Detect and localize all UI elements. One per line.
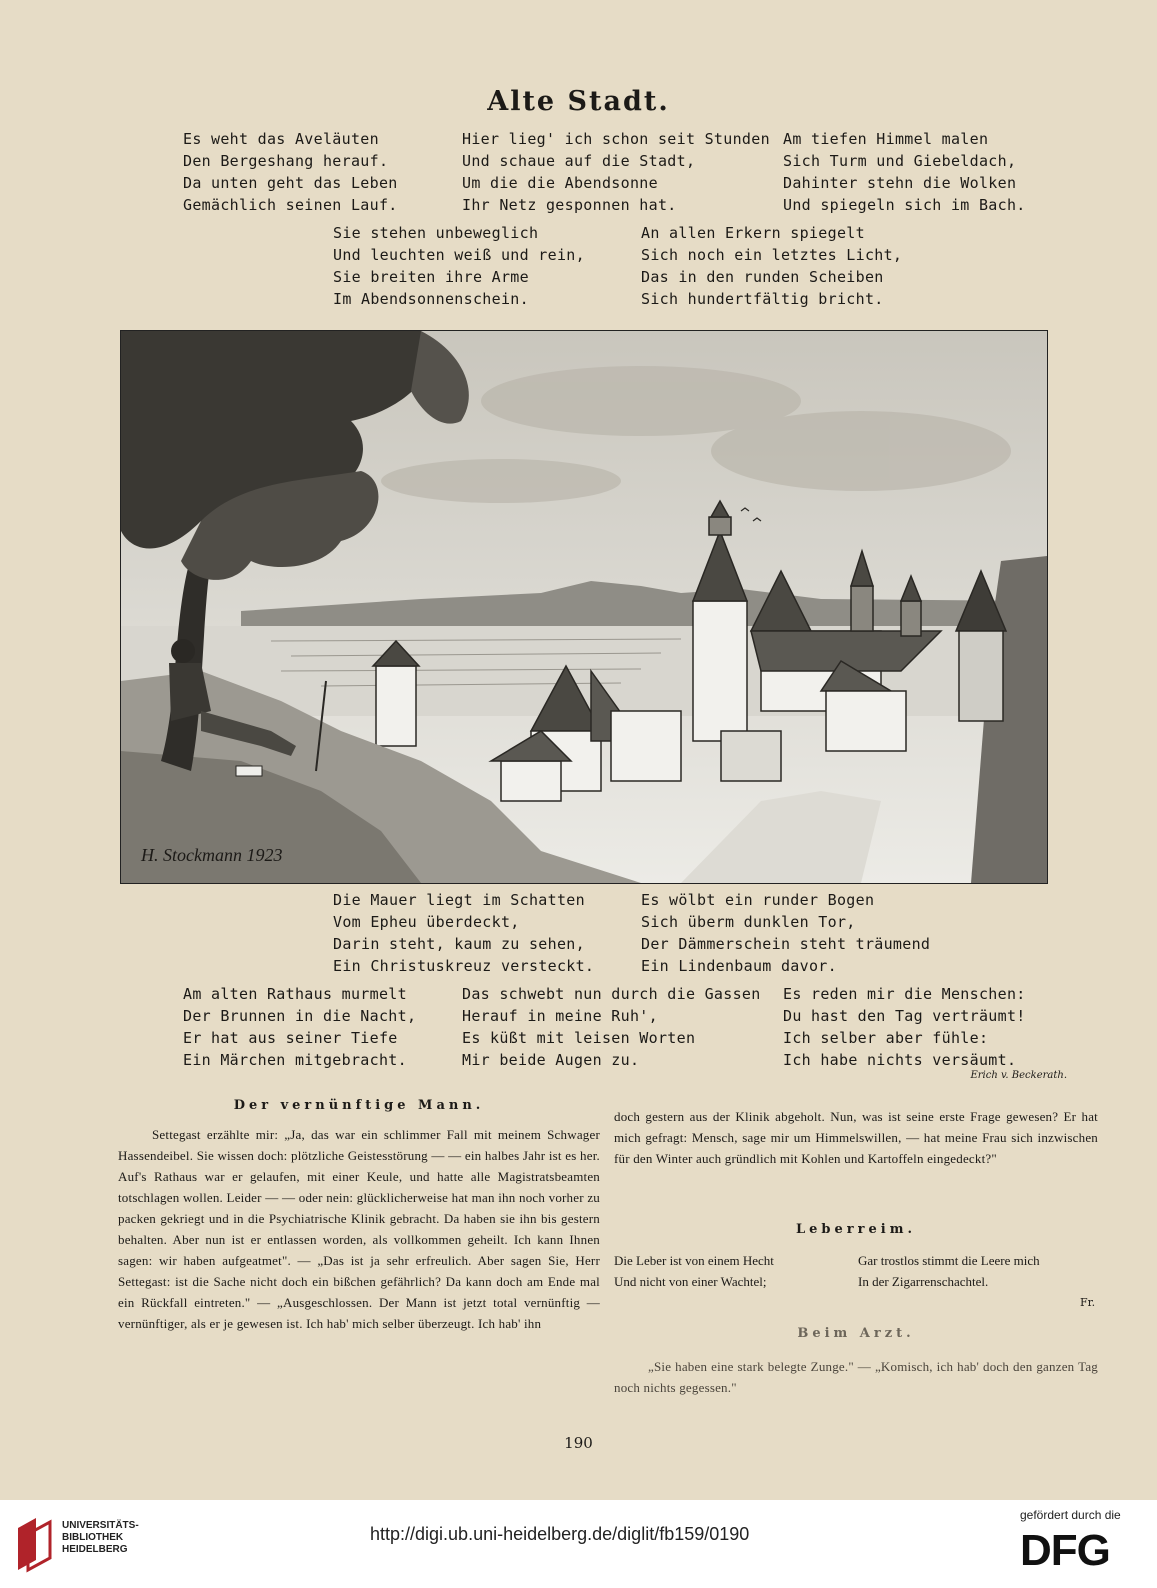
verse-line: Vom Epheu überdeckt, (333, 913, 520, 931)
permalink-url[interactable]: http://digi.ub.uni-heidelberg.de/diglit/fb159/0190 (370, 1524, 750, 1544)
verse-line: Hier lieg' ich schon seit Stunden (462, 130, 770, 148)
verse-line: Ich habe nichts versäumt. (783, 1051, 1017, 1069)
verse-line: Am tiefen Himmel malen (783, 130, 989, 148)
story-left-column (118, 1124, 600, 1334)
verse-line: Es küßt mit leisen Worten (462, 1029, 696, 1047)
library-name (62, 1520, 139, 1556)
page-number: 190 (564, 1434, 593, 1452)
artist-signature: H. Stockmann 1923 (141, 845, 283, 865)
verse-line: Sich Turm und Giebeldach, (783, 152, 1017, 170)
verse-line: Die Mauer liegt im Schatten (333, 891, 585, 909)
stanza-10 (783, 983, 1026, 1071)
verse-line: Ein Märchen mitgebracht. (183, 1051, 407, 1069)
verse-line: Sich hundertfältig bricht. (641, 290, 884, 308)
stanza-6 (333, 889, 594, 977)
library-name-line: UNIVERSITÄTS- (62, 1520, 139, 1531)
stanza-9 (462, 983, 761, 1071)
verse-line: Sie breiten ihre Arme (333, 268, 529, 286)
verse-line: An allen Erkern spiegelt (641, 224, 865, 242)
stanza-3 (783, 128, 1026, 216)
verse-line: Gemächlich seinen Lauf. (183, 196, 398, 214)
stanza-1 (183, 128, 398, 216)
verse-line: Es weht das Aveläuten (183, 130, 379, 148)
verse-line: Das in den runden Scheiben (641, 268, 884, 286)
verse-line: Es wölbt ein runder Bogen (641, 891, 875, 909)
verse-line: Du hast den Tag verträumt! (783, 1007, 1026, 1025)
verse-line: Und leuchten weiß und rein, (333, 246, 585, 264)
stanza-4 (333, 222, 585, 310)
verse-line: Mir beide Augen zu. (462, 1051, 640, 1069)
verse-line: Der Dämmerschein steht träumend (641, 935, 931, 953)
leberreim-col2 (858, 1250, 1040, 1292)
verse-line: Den Bergeshang herauf. (183, 152, 389, 170)
arzt-paragraph: „Sie haben eine stark belegte Zunge." — „Komisch, ich hab' doch den ganzen Tag noch nichts gegessen." (614, 1359, 1098, 1395)
leberreim-heading: Leberreim. (796, 1222, 916, 1237)
arzt-text-block (614, 1356, 1098, 1398)
story-heading: Der vernünftige Mann. (233, 1098, 485, 1113)
verse-line: Darin steht, kaum zu sehen, (333, 935, 585, 953)
dfg-logo: DFG (1020, 1526, 1110, 1575)
verse-line: Gar trostlos stimmt die Leere mich (858, 1253, 1040, 1268)
stanza-5 (641, 222, 902, 310)
verse-line: Im Abendsonnenschein. (333, 290, 529, 308)
illustration-drawing (121, 331, 1047, 883)
stanza-8 (183, 983, 416, 1071)
verse-line: Um die die Abendsonne (462, 174, 658, 192)
verse-line: Ihr Netz gesponnen hat. (462, 196, 677, 214)
verse-line: Herauf in meine Ruh', (462, 1007, 658, 1025)
verse-line: Und schaue auf die Stadt, (462, 152, 696, 170)
verse-line: Und spiegeln sich im Bach. (783, 196, 1026, 214)
verse-line: Und nicht von einer Wachtel; (614, 1274, 767, 1289)
story-right-column (614, 1106, 1098, 1169)
verse-line: Die Leber ist von einem Hecht (614, 1253, 774, 1268)
verse-line: Ein Christuskreuz versteckt. (333, 957, 595, 975)
stanza-2 (462, 128, 770, 216)
verse-line: Sie stehen unbeweglich (333, 224, 539, 242)
verse-line: Es reden mir die Menschen: (783, 985, 1026, 1003)
verse-line: In der Zigarrenschachtel. (858, 1274, 989, 1289)
digitization-footer (0, 1500, 1157, 1588)
poem-title: Alte Stadt. (487, 86, 670, 117)
funding-label: gefördert durch die (1020, 1508, 1121, 1522)
library-logo-icon (14, 1514, 54, 1574)
verse-line: Das schwebt nun durch die Gassen (462, 985, 761, 1003)
verse-line: Da unten geht das Leben (183, 174, 398, 192)
verse-line: Ich selber aber fühle: (783, 1029, 989, 1047)
leberreim-author: Fr. (1080, 1296, 1096, 1309)
stanza-7 (641, 889, 930, 977)
verse-line: Am alten Rathaus murmelt (183, 985, 407, 1003)
town-illustration (120, 330, 1048, 884)
arzt-heading: Beim Arzt. (797, 1326, 915, 1341)
round-tower (376, 666, 416, 746)
verse-line: Sich überm dunklen Tor, (641, 913, 856, 931)
verse-line: Sich noch ein letztes Licht, (641, 246, 903, 264)
library-name-line: BIBLIOTHEK (62, 1532, 124, 1543)
church-tower (693, 601, 747, 741)
verse-line: Der Brunnen in die Nacht, (183, 1007, 417, 1025)
verse-line: Dahinter stehn die Wolken (783, 174, 1017, 192)
verse-line: Ein Lindenbaum davor. (641, 957, 837, 975)
verse-line: Er hat aus seiner Tiefe (183, 1029, 398, 1047)
story-paragraph-continued: doch gestern aus der Klinik abgeholt. Nun, was ist seine erste Frage gewesen? Er hat mich gefragt: Mensch, sage mir um Himmelswillen, — hat meine Frau sich inzwischen für den Winter auch gründlich mit Kohlen und Kartoffeln eingedeckt?" (614, 1109, 1098, 1166)
leberreim-col1 (614, 1250, 774, 1292)
library-name-line: HEIDELBERG (62, 1544, 128, 1555)
story-paragraph: Settegast erzählte mir: „Ja, das war ein schlimmer Fall mit meinem Schwager Hassendeibel. Sie wissen doch: plötzliche Geistesstörung — — ein halbes Jahr ist es her. Auf's Rathaus war er gelaufen, mit einer Keule, und hatte alle Magistratsbeamten totschlagen wollen. Leider — — oder nein: glücklicherweise hat man ihn noch vorher zu packen gekriegt und in die Psychiatrische Klinik gebracht. Da haben sie ihn bis gestern behalten. Aber nun ist er entlassen worden, als vollkommen geheilt. Ich kann Ihnen sagen: wir haben aufgeatmet". — „Das ist ja sehr erfreulich. Aber sagen Sie, Herr Settegast: ist die Sache nicht doch ein bißchen gefährlich? Da kann doch am Ende mal ein Rückfall eintreten." — „Ausgeschlossen. Der Mann ist jetzt total vernünftig — vernünftiger, als er je gewesen ist. Ich hab' mich selber überzeugt. Ich hab' ihn (118, 1127, 600, 1331)
poem-author: Erich v. Beckerath. (970, 1070, 1067, 1081)
